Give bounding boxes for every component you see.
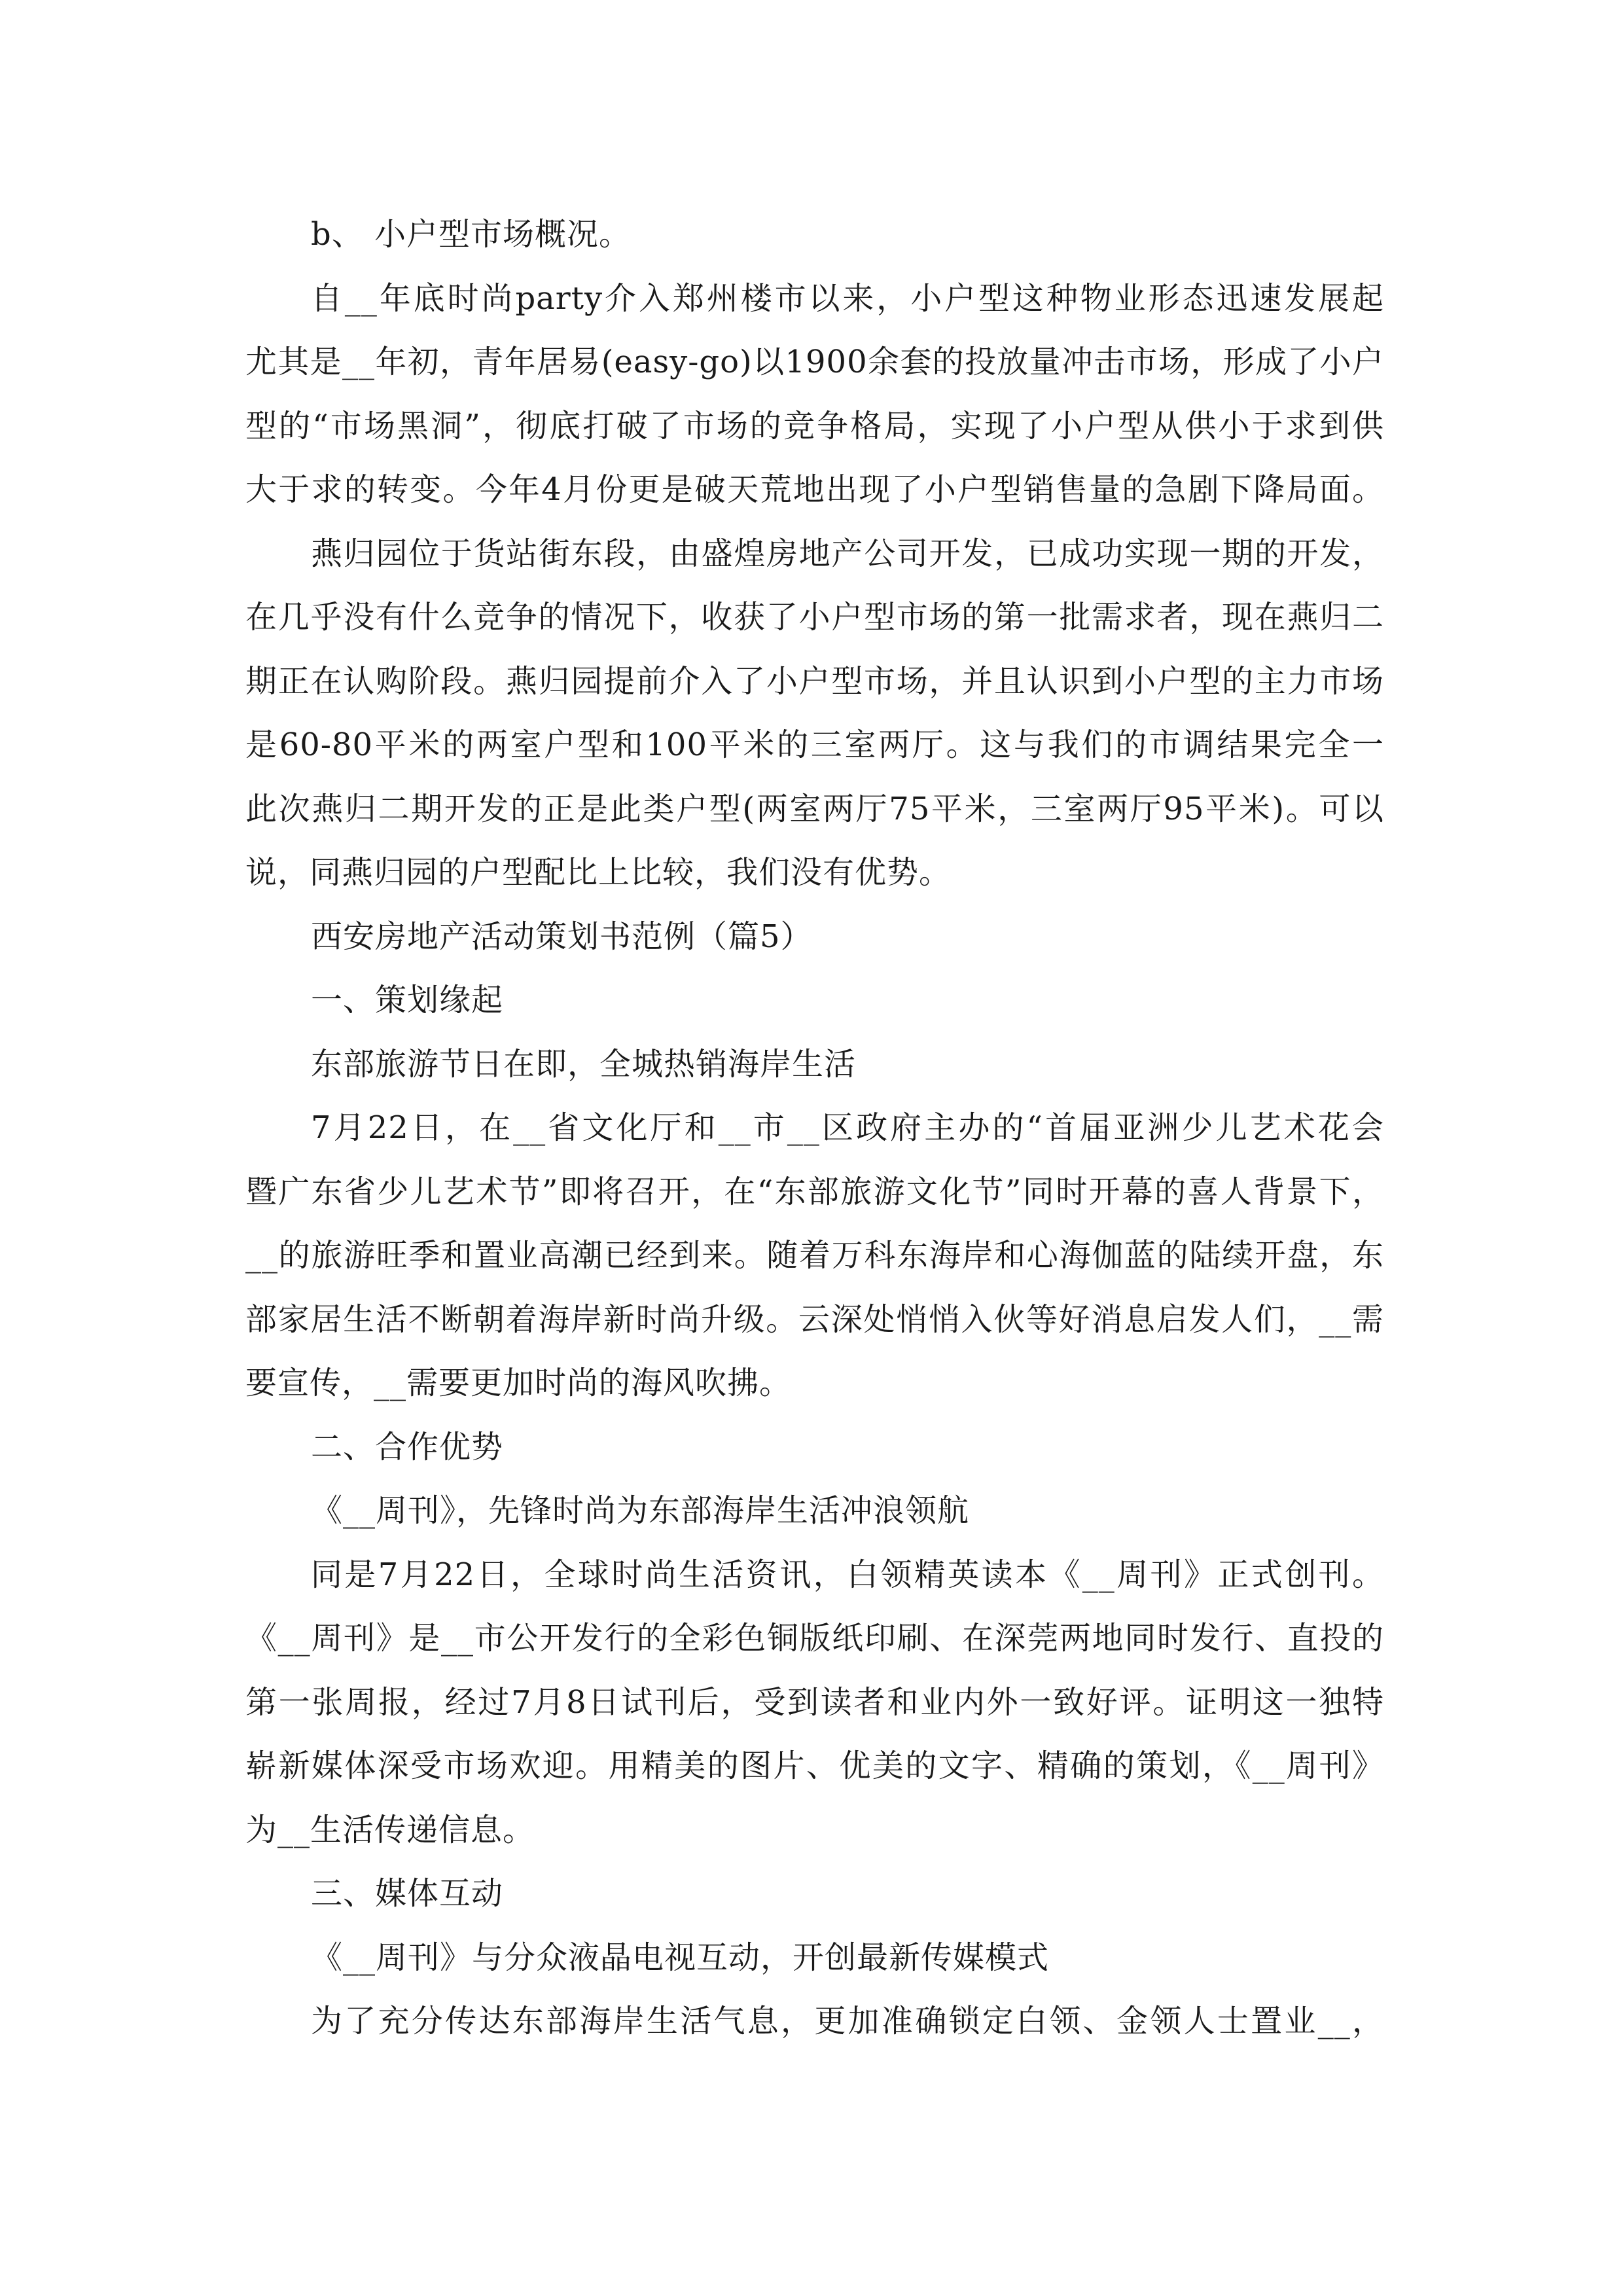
text-line: 为了充分传达东部海岸生活气息，更加准确锁定白领、金领人士置业__， (311, 2003, 1384, 2039)
text-line: 部家居生活不断朝着海岸新时尚升级。云深处悄悄入伙等好消息启发人们，__需 (245, 1300, 1384, 1338)
text-line: 自__年底时尚party介入郑州楼市以来，小户型这种物业形态迅速发展起 (311, 279, 1384, 317)
text-line: 《__周刊》与分众液晶电视互动，开创最新传媒模式 (311, 1939, 1050, 1976)
text-line: b、 小户型市场概况。 (311, 216, 631, 253)
document-page (245, 203, 1384, 2054)
text-line: 第一张周报，经过7月8日试刊后，受到读者和业内外一致好评。证明这一独特 (245, 1683, 1384, 1721)
text-line: 尤其是__年初，青年居易(easy-go)以1900余套的投放量冲击市场，形成了小户 (245, 344, 1384, 380)
text-line: 《__周刊》是__市公开发行的全彩色铜版纸印刷、在深莞两地同时发行、直投的 (245, 1620, 1384, 1657)
text-line: 燕归园位于货站街东段，由盛煌房地产公司开发，已成功实现一期的开发， (311, 535, 1384, 572)
text-line: 三、媒体互动 (311, 1875, 504, 1912)
text-line: 要宣传，__需要更加时尚的海风吹拂。 (245, 1365, 792, 1401)
text-line: 期正在认购阶段。燕归园提前介入了小户型市场，并且认识到小户型的主力市场 (245, 662, 1384, 700)
text-line: 东部旅游节日在即，全城热销海岸生活 (311, 1045, 857, 1083)
text-line: 型的“市场黑洞”，彻底打破了市场的竞争格局，实现了小户型从供小于求到供 (245, 407, 1384, 444)
text-line: 为__生活传递信息。 (245, 1811, 535, 1848)
text-line: 此次燕归二期开发的正是此类户型(两室两厅75平米，三室两厅95平米)。可以 (245, 790, 1384, 827)
text-line: 说，同燕归园的户型配比上比较，我们没有优势。 (245, 854, 952, 891)
text-line: 7月22日，在__省文化厅和__市__区政府主办的“首届亚洲少儿艺术花会 (311, 1109, 1384, 1146)
text-line: 大于求的转变。今年4月份更是破天荒地出现了小户型销售量的急剧下降局面。 (245, 471, 1384, 508)
text-line: 暨广东省少儿艺术节”即将召开，在“东部旅游文化节”同时开幕的喜人背景下， (245, 1173, 1384, 1210)
text-line: __的旅游旺季和置业高潮已经到来。随着万科东海岸和心海伽蓝的陆续开盘，东 (245, 1237, 1384, 1274)
text-line: 西安房地产活动策划书范例（篇5） (311, 918, 813, 955)
text-line: 一、策划缘起 (311, 982, 504, 1018)
text-line: 同是7月22日，全球时尚生活资讯，白领精英读本《__周刊》正式创刊。 (311, 1556, 1384, 1593)
text-line: 《__周刊》，先锋时尚为东部海岸生活冲浪领航 (311, 1492, 970, 1529)
text-line: 在几乎没有什么竞争的情况下，收获了小户型市场的第一批需求者，现在燕归二 (245, 599, 1384, 636)
text-line: 崭新媒体深受市场欢迎。用精美的图片、优美的文字、精确的策划，《__周刊》 (245, 1748, 1384, 1784)
text-line: 是60-80平米的两室户型和100平米的三室两厅。这与我们的市调结果完全一 (245, 726, 1384, 763)
text-line: 二、合作优势 (311, 1428, 504, 1465)
